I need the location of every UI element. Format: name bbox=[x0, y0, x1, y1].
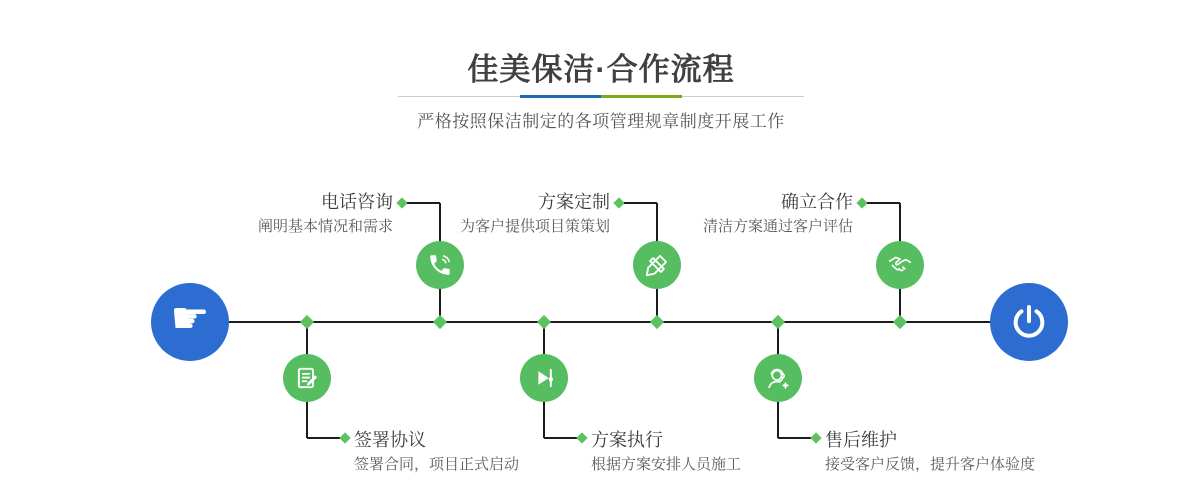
connector-line bbox=[307, 437, 340, 439]
timeline-main-line bbox=[229, 321, 991, 323]
timeline-junction-diamond bbox=[893, 315, 907, 329]
connector-diamond bbox=[396, 197, 407, 208]
step-confirm-cooperation-node bbox=[876, 241, 924, 289]
title-divider-accent bbox=[520, 95, 682, 98]
phone-icon bbox=[427, 252, 453, 278]
page-subtitle: 严格按照保洁制定的各项管理规章制度开展工作 bbox=[417, 112, 785, 131]
connector-line bbox=[407, 202, 440, 204]
step-title: 售后维护 bbox=[825, 430, 897, 450]
step-after-sales-node bbox=[754, 354, 802, 402]
connector-line bbox=[867, 202, 900, 204]
step-confirm-cooperation bbox=[703, 190, 853, 237]
contract-icon bbox=[294, 365, 320, 391]
step-after-sales bbox=[825, 428, 1035, 475]
timeline-junction-diamond bbox=[433, 315, 447, 329]
connector-diamond bbox=[613, 197, 624, 208]
page-title: 佳美保洁·合作流程 bbox=[467, 52, 735, 87]
connector-line bbox=[544, 437, 577, 439]
step-desc: 签署合同，项目正式启动 bbox=[354, 456, 520, 473]
timeline-junction-diamond bbox=[771, 315, 785, 329]
step-title: 电话咨询 bbox=[321, 192, 393, 212]
divider-blue-segment bbox=[520, 95, 601, 98]
step-plan-custom bbox=[460, 190, 610, 237]
connector-diamond bbox=[576, 432, 587, 443]
step-desc: 为客户提供项目策策划 bbox=[459, 218, 610, 235]
step-phone-consult-node bbox=[416, 241, 464, 289]
step-title: 签署协议 bbox=[354, 430, 426, 450]
step-plan-execute bbox=[591, 428, 741, 475]
divider-green-segment bbox=[601, 95, 682, 98]
connector-line bbox=[778, 437, 811, 439]
step-title: 方案执行 bbox=[591, 430, 663, 450]
step-sign-agreement bbox=[354, 428, 519, 475]
hand-pointer-icon: ☛ bbox=[170, 294, 210, 343]
step-title: 方案定制 bbox=[538, 192, 610, 212]
pencil-ruler-icon bbox=[644, 252, 670, 278]
step-desc: 接受客户反馈，提升客户体验度 bbox=[825, 456, 1036, 473]
connector-diamond bbox=[856, 197, 867, 208]
step-desc: 根据方案安排人员施工 bbox=[591, 456, 742, 473]
handshake-icon bbox=[887, 252, 913, 278]
step-desc: 清洁方案通过客户评估 bbox=[702, 218, 853, 235]
step-title: 确立合作 bbox=[781, 192, 853, 212]
power-icon bbox=[1009, 302, 1049, 342]
timeline-end-node bbox=[990, 283, 1068, 361]
timeline-junction-diamond bbox=[300, 315, 314, 329]
step-plan-custom-node bbox=[633, 241, 681, 289]
timeline-start-node bbox=[151, 283, 229, 361]
timeline-junction-diamond bbox=[650, 315, 664, 329]
step-plan-execute-node bbox=[520, 354, 568, 402]
title-divider bbox=[398, 96, 804, 97]
connector-diamond bbox=[339, 432, 350, 443]
connector-line bbox=[624, 202, 657, 204]
step-phone-consult bbox=[258, 190, 393, 237]
connector-diamond bbox=[810, 432, 821, 443]
step-sign-agreement-node bbox=[283, 354, 331, 402]
play-slider-icon bbox=[531, 365, 557, 391]
timeline-junction-diamond bbox=[537, 315, 551, 329]
headset-plus-icon bbox=[765, 365, 791, 391]
step-desc: 阐明基本情况和需求 bbox=[257, 218, 393, 235]
